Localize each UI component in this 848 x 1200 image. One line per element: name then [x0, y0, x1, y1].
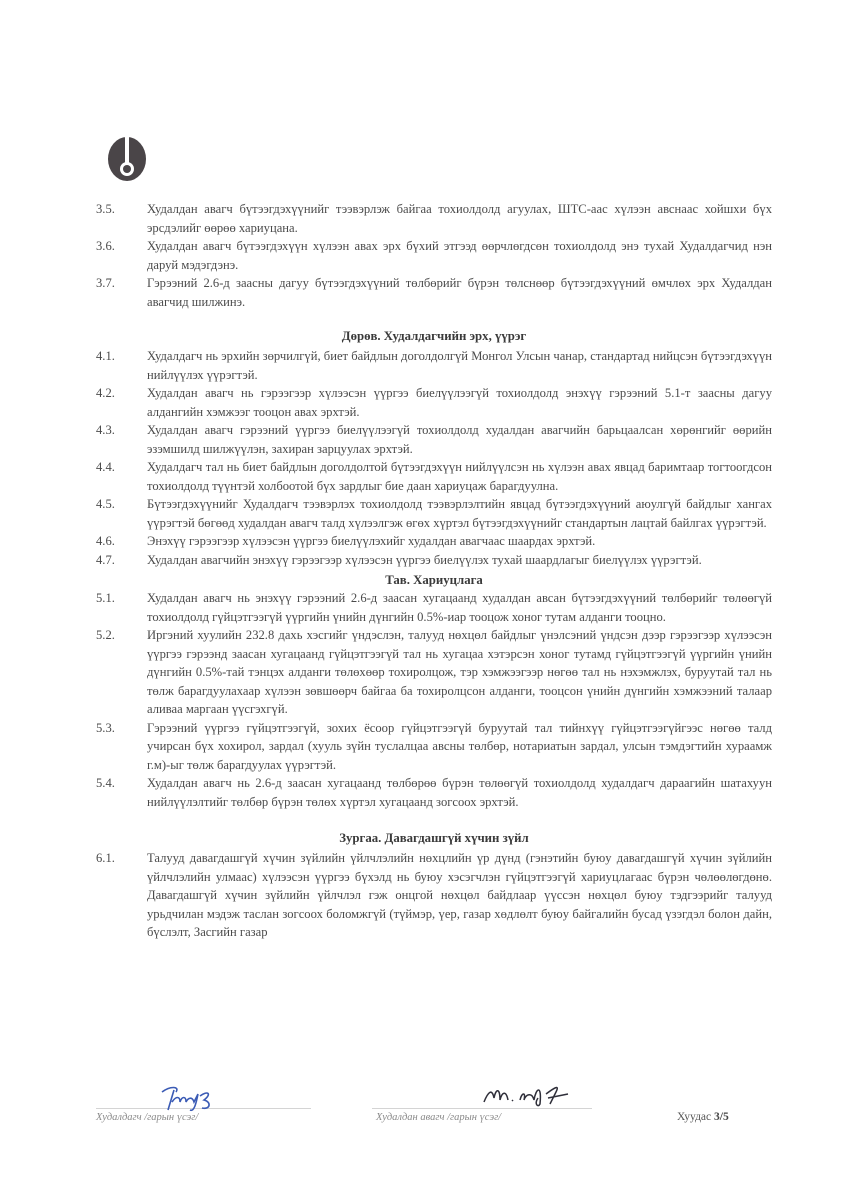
section	[96, 200, 772, 311]
clause-text: Гэрээний үүргээ гүйцэтгээгүй, зохих ёсоор гүйцэтгээгүй буруутай тал тийнхүү гүйцэтгээгүйгээс нөгөө талд учирсан бүх хохирол, зардал (хууль зүйн туслалцаа авсны төлбөр, нотариатын зардал, улсын тэмдэгтийн хураамж г.м)-ыг төлж барагдуулах үүрэгтэй.	[147, 720, 772, 772]
clause-number: 3.5.	[96, 202, 115, 216]
section	[96, 327, 772, 569]
clause-number: 5.2.	[96, 628, 115, 642]
clause-number: 4.7.	[96, 552, 115, 567]
clause	[96, 719, 772, 775]
section	[96, 571, 772, 811]
clause-text: Худалдан авагчийн энэхүү гэрээгээр хүлээсэн үүргээ биелүүлэх тухай шаардлагыг биелүүлэх үүрэгтэй.	[147, 552, 702, 567]
clause-text: Энэхүү гэрээгээр хүлээсэн үүргээ биелүүлэхийг худалдан авагчаас шаардах эрхтэй.	[147, 534, 596, 548]
company-logo-icon	[107, 136, 147, 182]
clause-text: Худалдан авагч бүтээгдэхүүнийг тээвэрлэж байгаа тохиолдолд агуулах, ШТС-аас хүлээн авснаас хойшхи бүх эрсдэлийг өөрөө хариуцана.	[147, 202, 772, 235]
clause	[96, 347, 772, 384]
section-heading: Зургаа. Давагдашгүй хүчин зүйл	[339, 831, 529, 845]
clause-text: Худалдагч тал нь биет байдлын доголдолтой бүтээгдэхүүн нийлүүлсэн нь хүлээн авах явцад баримтаар тогтоогдсон тохиолдолд түүнтэй холбоотой бүх зардлыг бие даан хариуцаж барагдуулна.	[147, 460, 772, 493]
clause-text: Худалдан авагч нь гэрээгээр хүлээсэн үүргээ биелүүлээгүй тохиолдолд энэхүү гэрээний 5.1-т заасны дагуу алдангийн хэмжээг тооцон авах эрхтэй.	[147, 386, 772, 419]
clause-text: Иргэний хуулийн 232.8 дахь хэсгийг үндэслэн, талууд нөхцөл байдлыг үнэлсэний үндсэн дээр гэрээгээр хүлээсэн үүргээ гэрээнд заасан хугацаанд гүйцэтгээгүй тал нь хугацаа хэтэрсэн хоног тутамд гүйцэтгээгүй үүргийн үнийн дүнгийн 0.5%-тай тэнцэх алданги төлөхөөр тохиролцож, тэр хэмжээгээр нөгөө тал нь нэхэмжлэх, буруутай тал нь төлж барагдуулахаар хүлээн зөвшөөрч байгаа ба тохиролцсон алданги, тооцсон үнийн дүнгийн хэмжээний талаар аливаа маргаан үүсгэхгүй.	[147, 628, 772, 716]
seller-signature-caption: Худалдагч /гарын үсэг/	[96, 1112, 199, 1123]
clause-number: 3.7.	[96, 276, 115, 290]
clause-text: Худалдан авагч нь энэхүү гэрээний 2.6-д заасан хугацаанд худалдан авсан бүтээгдэхүүний төлбөрийг төлөөгүй тохиолдолд гүйцэтгээгүй үүргийн үнийн дүнгийн 0.5%-иар тооцож хоног тутам алданги тооцно.	[147, 591, 772, 624]
seller-signature-icon	[150, 1080, 230, 1114]
section	[96, 829, 772, 942]
clause-number: 4.1.	[96, 349, 115, 363]
clause-text: Бүтээгдэхүүнийг Худалдагч тээвэрлэх тохиолдолд тээвэрлэлтийн явцад бүтээгдэхүүний аюулгүй байдлыг хангах үүрэгтэй бөгөөд худалдан авагч талд хүлээлгэж өгөх хүртэл бүтээгдэхүүнийг стандартын лацтай байлгах үүрэгтэй.	[147, 497, 772, 530]
clause-number: 4.5.	[96, 497, 115, 511]
clause	[96, 458, 772, 495]
clause	[96, 274, 772, 311]
document-body	[96, 200, 772, 942]
section-heading: Тав. Хариуцлага	[385, 573, 483, 587]
clause	[96, 589, 772, 626]
buyer-signature-line	[372, 1108, 592, 1109]
clause-text: Худалдан авагч нь 2.6-д заасан хугацаанд төлбөрөө бүрэн төлөөгүй тохиолдолд худалдагч дараагийн шатахуун нийлүүлэлтийг төлбөр бүрэн төлөх хүртэл хугацаанд зогсоох эрхтэй.	[147, 776, 772, 809]
clause	[96, 384, 772, 421]
page-number	[677, 1111, 729, 1123]
clause-text: Худалдан авагч бүтээгдэхүүн хүлээн авах эрх бүхий этгээд өөрчлөгдсөн тохиолдолд энэ тухай Худалдагчид нэн даруй мэдэгдэнэ.	[147, 239, 772, 272]
clause-number: 5.3.	[96, 720, 115, 735]
page-label: Хуудас	[677, 1111, 712, 1123]
clause	[96, 849, 772, 942]
clause	[96, 495, 772, 532]
section-heading: Дөрөв. Худалдагчийн эрх, үүрэг	[341, 329, 527, 343]
clause	[96, 421, 772, 458]
clause-text: Худалдан авагч гэрээний үүргээ биелүүлээгүй тохиолдолд худалдан авагчийн барьцаалсан хөрөнгийг өөрийн эзэмшилд шилжүүлэн, захиран зарцуулах эрхтэй.	[147, 423, 772, 456]
clause-number: 4.4.	[96, 460, 115, 474]
buyer-signature-icon	[478, 1074, 588, 1108]
clause-number: 5.1.	[96, 591, 115, 605]
page-value: 3/5	[714, 1111, 729, 1123]
clause-number: 4.6.	[96, 534, 115, 548]
clause	[96, 237, 772, 274]
clause-number: 5.4.	[96, 776, 115, 790]
clause-number: 4.2.	[96, 386, 115, 400]
signature-footer	[0, 1080, 848, 1140]
clause-text: Гэрээний 2.6-д заасны дагуу бүтээгдэхүүний төлбөрийг бүрэн төлснөөр бүтээгдэхүүний өмчлөх эрх Худалдан авагчид шилжинэ.	[147, 276, 772, 309]
clause-number: 6.1.	[96, 851, 115, 865]
clause	[96, 200, 772, 237]
clause-text: Талууд давагдашгүй хүчин зүйлийн үйлчлэлийн нөхцлийн үр дүнд (гэнэтийн буюу давагдашгүй хүчин зүйлийн үйлчлэлийн улмаас) хүлээсэн үүргээ бүхэлд нь буюу хэсэгчлэн гүйцэтгээгүй хариуцлагаас бүрэн чөлөөлөгдөнө. Давагдашгүй хүчин зүйлийн үйлчлэл гэж онцгой нөхцөл байдлаар үүссэн нөхцөл буюу тэдгээрийг талууд урьдчилан мэдэж таслан зогсоох боломжгүй (түймэр, үер, газар хөдлөлт буюу байгалийн бусад үзэгдэл болон дайн, бүслэлт, Засгийн газар	[147, 851, 772, 939]
buyer-signature-caption: Худалдан авагч /гарын үсэг/	[376, 1112, 502, 1123]
clause	[96, 626, 772, 719]
clause-text: Худалдагч нь эрхийн зөрчилгүй, биет байдлын доголдолгүй Монгол Улсын чанар, стандартад нийцсэн бүтээгдэхүүн нийлүүлэх үүрэгтэй.	[147, 349, 772, 382]
clause	[96, 774, 772, 811]
clause	[96, 551, 772, 570]
clause-number: 3.6.	[96, 239, 115, 253]
clause	[96, 532, 772, 551]
clause-number: 4.3.	[96, 423, 115, 437]
company-logo	[107, 136, 147, 182]
